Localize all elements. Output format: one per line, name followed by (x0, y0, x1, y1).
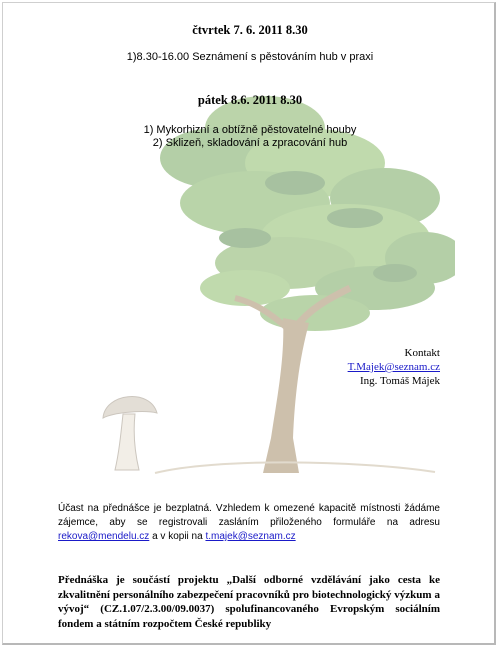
contact-label: Kontakt (404, 347, 440, 359)
registration-email-link[interactable]: rekova@mendelu.cz (58, 531, 150, 542)
day2-program-item-2: 2) Sklizeň, skladování a zpracování hub (152, 137, 348, 149)
mushroom-illustration (103, 397, 157, 470)
day2-program-item-1: 1) Mykorhizní a obtížně pěstovatelné houby (143, 124, 357, 136)
registration-notice (58, 502, 440, 544)
day1-title: čtvrtek 7. 6. 2011 8.30 (192, 23, 308, 37)
day1-program-line: 1)8.30-16.00 Seznámení s pěstováním hub v praxi (126, 51, 374, 63)
notice-copy-text: a v kopii na (149, 531, 206, 542)
notice-text: Účast na přednášce je bezplatná. Vzhledem k omezené kapacitě místnosti žádáme zájemce, aby se registrovali zasláním přiloženého formuláře na adresu (58, 503, 440, 528)
copy-email-link[interactable]: t.majek@seznam.cz (205, 531, 296, 542)
contact-email-link[interactable]: T.Majek@seznam.cz (347, 361, 440, 373)
contact-block (348, 346, 440, 388)
day2-title: pátek 8.6. 2011 8.30 (197, 93, 303, 107)
contact-name: Ing. Tomáš Májek (360, 375, 440, 387)
project-statement: Přednáška je součástí projektu „Další odborné vzdělávání jako cesta ke zkvalitnění personálního zabezpečení pracovníků pro biotechnologický výzkum a vývoj“ (CZ.1.07/2.3.00/09.0037) spolufinancovaného Evropským sociálním fondem a státním rozpočtem České republiky (58, 574, 440, 630)
